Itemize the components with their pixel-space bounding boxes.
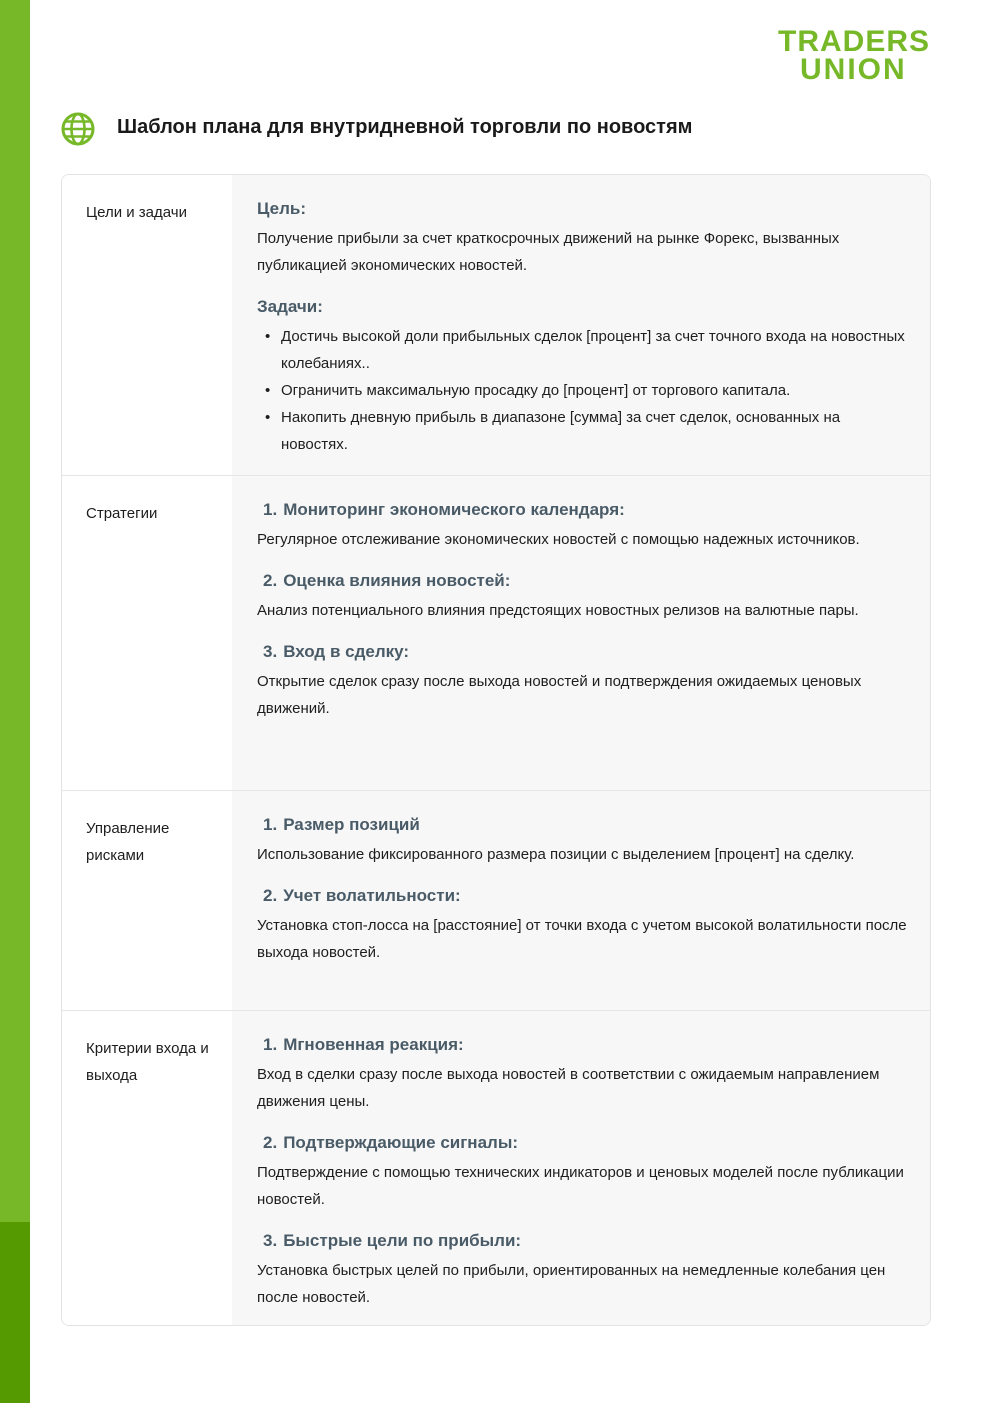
item-title: Вход в сделку:	[283, 642, 410, 661]
item-number: 1.	[263, 500, 278, 519]
criteria-item	[257, 1033, 910, 1115]
item-text: Использование фиксированного размера позиции с выделением [процент] на сделку.	[257, 846, 855, 863]
item-heading	[257, 1131, 910, 1155]
row-strategies	[62, 475, 930, 791]
side-accent-bar	[0, 0, 30, 1222]
item-title: Мониторинг экономического календаря:	[283, 500, 625, 519]
item-text: Регулярное отслеживание экономических новостей с помощью надежных источников.	[257, 531, 860, 548]
task-text: Достичь высокой доли прибыльных сделок [процент] за счет точного входа на новостных колебаниях..	[281, 328, 905, 372]
row-criteria	[62, 1010, 930, 1326]
item-text: Подтверждение с помощью технических индикаторов и ценовых моделей после публикации новостей.	[257, 1164, 904, 1208]
item-heading	[257, 640, 910, 664]
bullet-icon: •	[265, 328, 271, 345]
strategy-item	[257, 498, 910, 553]
tasks-heading: Задачи:	[257, 297, 323, 316]
item-heading	[257, 1033, 910, 1057]
item-number: 2.	[263, 571, 278, 590]
item-title: Подтверждающие сигналы:	[283, 1133, 518, 1152]
goal-heading: Цель:	[257, 199, 306, 218]
item-text: Вход в сделки сразу после выхода новостей в соответствии с ожидаемым направлением движения цены.	[257, 1066, 880, 1110]
page-title: Шаблон плана для внутридневной торговли по новостям	[117, 116, 693, 138]
logo-line-2: UNION	[800, 53, 907, 86]
task-text: Накопить дневную прибыль в диапазоне [сумма] за счет сделок, основанных на новостях.	[281, 409, 841, 453]
item-number: 2.	[263, 886, 278, 905]
item-text: Открытие сделок сразу после выхода новостей и подтверждения ожидаемых ценовых движений.	[257, 673, 862, 717]
row-content-strategies	[232, 476, 930, 791]
criteria-item	[257, 1131, 910, 1213]
item-number: 3.	[263, 1231, 278, 1250]
goal-block	[257, 197, 910, 279]
item-number: 3.	[263, 642, 278, 661]
item-title: Оценка влияния новостей:	[283, 571, 511, 590]
item-heading	[257, 884, 910, 908]
bullet-icon: •	[265, 382, 271, 399]
row-label-risk: Управление рисками	[62, 791, 232, 1011]
list-item	[257, 377, 910, 404]
list-item	[257, 404, 910, 458]
side-accent-bar-bottom	[0, 1222, 30, 1403]
item-title: Быстрые цели по прибыли:	[283, 1231, 522, 1250]
tasks-block	[257, 295, 910, 458]
row-label-strategies: Стратегии	[62, 476, 232, 791]
globe-icon	[60, 111, 96, 147]
item-heading	[257, 569, 910, 593]
strategy-item	[257, 640, 910, 722]
strategy-item	[257, 569, 910, 624]
row-content-criteria	[232, 1011, 930, 1326]
item-number: 1.	[263, 1035, 278, 1054]
item-number: 2.	[263, 1133, 278, 1152]
tasks-list	[257, 323, 910, 458]
criteria-item	[257, 1229, 910, 1311]
item-number: 1.	[263, 815, 278, 834]
goal-text: Получение прибыли за счет краткосрочных движений на рынке Форекс, вызванных публикацией экономических новостей.	[257, 230, 840, 274]
row-risk	[62, 790, 930, 1011]
row-goals	[62, 175, 930, 475]
bullet-icon: •	[265, 409, 271, 426]
item-heading	[257, 498, 910, 522]
plan-table	[61, 174, 931, 1326]
logo-line-1: TRADERS	[778, 25, 931, 58]
traders-union-logo	[778, 25, 938, 88]
item-title: Размер позиций	[283, 815, 420, 834]
item-title: Мгновенная реакция:	[283, 1035, 464, 1054]
list-item	[257, 323, 910, 377]
item-heading	[257, 1229, 910, 1253]
risk-item	[257, 884, 910, 966]
row-label-criteria: Критерии входа и выхода	[62, 1011, 232, 1326]
item-text: Анализ потенциального влияния предстоящих новостных релизов на валютные пары.	[257, 602, 859, 619]
task-text: Ограничить максимальную просадку до [процент] от торгового капитала.	[281, 382, 791, 399]
item-text: Установка стоп-лосса на [расстояние] от точки входа с учетом высокой волатильности после выхода новостей.	[257, 917, 907, 961]
row-content-risk	[232, 791, 930, 1011]
row-content-goals	[232, 175, 930, 475]
row-label-goals: Цели и задачи	[62, 175, 232, 475]
item-heading	[257, 813, 910, 837]
item-title: Учет волатильности:	[283, 886, 461, 905]
risk-item	[257, 813, 910, 868]
item-text: Установка быстрых целей по прибыли, ориентированных на немедленные колебания цен после новостей.	[257, 1262, 886, 1306]
